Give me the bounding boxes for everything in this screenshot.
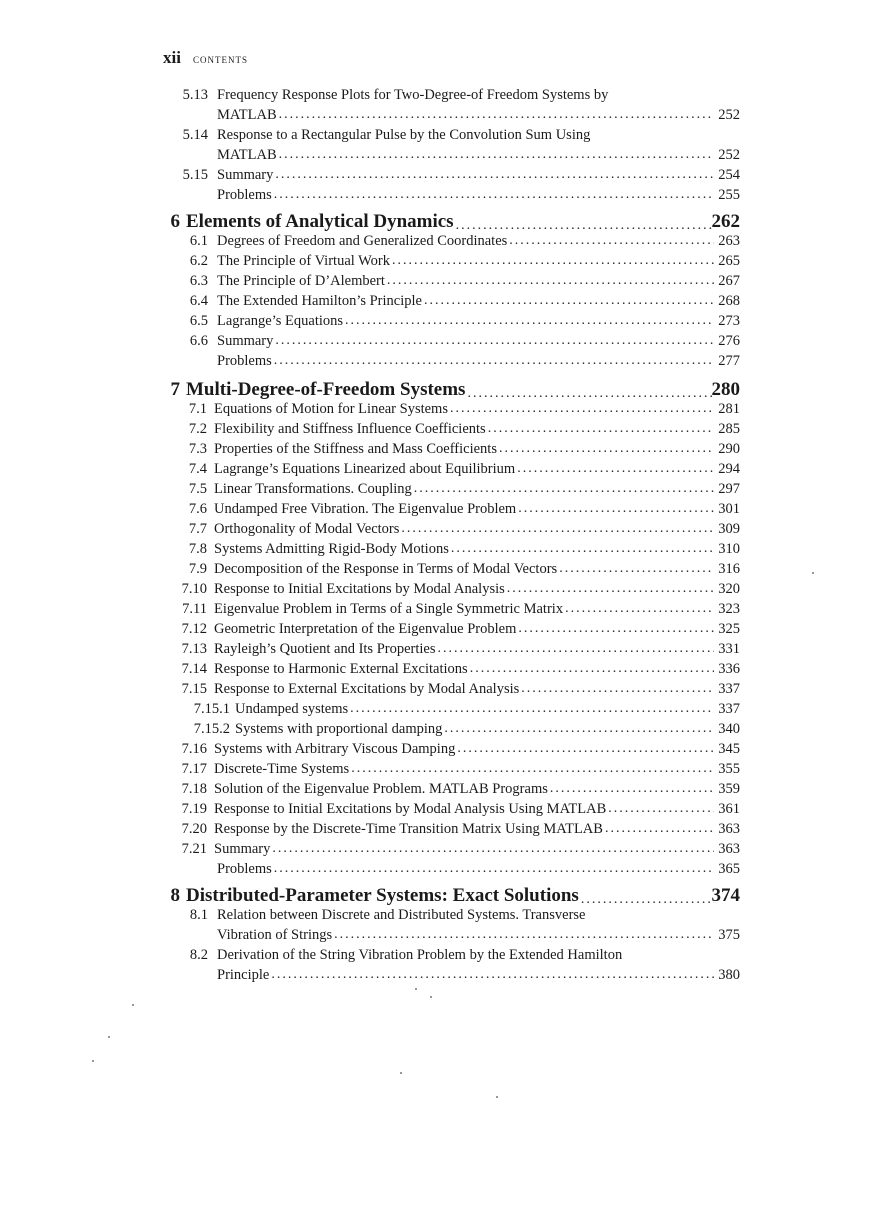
toc-entry-title: Undamped Free Vibration. The Eigenvalue Problem	[214, 501, 517, 517]
toc-entry-page: 276	[718, 333, 740, 349]
dot-leader	[274, 862, 714, 877]
toc-entry-title: Flexibility and Stiffness Influence Coefficients	[214, 421, 486, 437]
toc-entry-page: 301	[718, 501, 740, 517]
toc-entry-page: 345	[718, 741, 740, 757]
dot-leader	[401, 522, 714, 537]
toc-entry-page: 316	[718, 561, 740, 577]
toc-entry-title: Equations of Motion for Linear Systems	[214, 401, 448, 417]
dot-leader	[424, 294, 714, 309]
toc-entry-title-continued: MATLAB	[217, 107, 277, 123]
toc-entry-number: 7.17	[181, 761, 207, 777]
toc-entry-number: 7.9	[188, 561, 207, 577]
toc-entry-title: Discrete-Time Systems	[214, 761, 350, 777]
toc-entry-page: 365	[718, 861, 740, 877]
toc-entry-page: 355	[718, 761, 740, 777]
toc-entry-title: Eigenvalue Problem in Terms of a Single Symmetric Matrix	[214, 601, 564, 617]
dot-leader	[605, 822, 714, 837]
dot-leader	[581, 890, 714, 909]
dot-leader	[334, 928, 714, 943]
toc-entry-title: Frequency Response Plots for Two-Degree-of Freedom Systems by	[217, 87, 609, 103]
dot-leader	[272, 842, 714, 857]
scan-speck	[108, 1036, 110, 1038]
toc-entry-title: Solution of the Eigenvalue Problem. MATLAB Programs	[214, 781, 548, 797]
toc-entry-number: 8	[170, 885, 180, 906]
toc-entry-page: 280	[711, 379, 740, 400]
dot-leader	[274, 354, 714, 369]
toc-entry-page: 309	[718, 521, 740, 537]
toc-entry-page: 294	[718, 461, 740, 477]
toc-entry-number: 7.4	[188, 461, 207, 477]
toc-entry-number: 7.11	[182, 601, 207, 617]
dot-leader	[275, 334, 714, 349]
scan-speck	[92, 1060, 94, 1062]
dot-leader	[350, 702, 714, 717]
toc-entry-title: The Extended Hamilton’s Principle	[217, 293, 422, 309]
toc-entry-page: 265	[718, 253, 740, 269]
toc-entry-title: Response to External Excitations by Modal Analysis	[214, 681, 520, 697]
toc-entry-title-continued: MATLAB	[217, 147, 277, 163]
dot-leader	[274, 188, 714, 203]
toc-entry-number: 6.4	[189, 293, 208, 309]
dot-leader	[507, 582, 714, 597]
toc-entry-page: 310	[718, 541, 740, 557]
scan-speck	[415, 988, 417, 990]
toc-entry-title: The Principle of Virtual Work	[217, 253, 391, 269]
toc-entry-number: 6.1	[189, 233, 208, 249]
toc-entry-title: Summary	[217, 333, 274, 349]
toc-entry-number: 7.1	[188, 401, 207, 417]
toc-entry-title: Summary	[214, 841, 271, 857]
toc-entry-title: Orthogonality of Modal Vectors	[214, 521, 400, 537]
toc-entry-page: 336	[718, 661, 740, 677]
toc-entry-number: 7.10	[181, 581, 207, 597]
toc-entry-page: 285	[718, 421, 740, 437]
toc-entry-number: 7.3	[188, 441, 207, 457]
scan-speck	[430, 996, 432, 998]
running-title: CONTENTS	[192, 55, 248, 65]
scan-speck	[812, 572, 814, 574]
toc-entry-title: Derivation of the String Vibration Problem by the Extended Hamilton	[217, 947, 623, 963]
toc-entry-page: 363	[718, 821, 740, 837]
toc-entry-page: 340	[718, 721, 740, 737]
toc-entry-number: 6	[170, 211, 180, 232]
toc-entry-title: Linear Transformations. Coupling	[214, 481, 412, 497]
dot-leader	[565, 602, 714, 617]
toc-entry-page: 263	[718, 233, 740, 249]
toc-entry-title: Response by the Discrete-Time Transition Matrix Using MATLAB	[214, 821, 603, 837]
toc-entry-number: 7.2	[188, 421, 207, 437]
toc-entry-number: 8.2	[189, 947, 208, 963]
toc-entry-page: 262	[711, 211, 740, 232]
dot-leader	[518, 502, 714, 517]
dot-leader	[392, 254, 714, 269]
toc-entry-number: 7.21	[181, 841, 207, 857]
dot-leader	[414, 482, 714, 497]
toc-entry-page: 325	[718, 621, 740, 637]
toc-entry-number: 6.2	[189, 253, 208, 269]
toc-entry-number: 7.18	[181, 781, 207, 797]
toc-entry-page: 337	[718, 681, 740, 697]
dot-leader	[517, 462, 714, 477]
toc-entry-number: 7.8	[188, 541, 207, 557]
toc-entry-number: 7.15	[181, 681, 207, 697]
toc-entry-title: Geometric Interpretation of the Eigenvalue Problem	[214, 621, 517, 637]
toc-entry-page: 290	[718, 441, 740, 457]
toc-entry-page: 323	[718, 601, 740, 617]
toc-entry-number: 6.6	[189, 333, 208, 349]
toc-entry-title: Systems with proportional damping	[235, 721, 443, 737]
toc-entry-page: 267	[718, 273, 740, 289]
toc-entry-page: 337	[718, 701, 740, 717]
toc-entry-number: 7.19	[181, 801, 207, 817]
page-number: xii	[163, 48, 181, 67]
toc-entry-page: 254	[718, 167, 740, 183]
toc-entry-page: 277	[718, 353, 740, 369]
toc-entry-title: Systems with Arbitrary Viscous Damping	[214, 741, 456, 757]
scan-speck	[132, 1004, 134, 1006]
toc-entry-number: 7.12	[181, 621, 207, 637]
toc-entry-page: 375	[718, 927, 740, 943]
toc-entry-title: The Principle of D’Alembert	[217, 273, 385, 289]
toc-entry-title: Rayleigh’s Quotient and Its Properties	[214, 641, 436, 657]
dot-leader	[509, 234, 714, 249]
toc-entry-title: Summary	[217, 167, 274, 183]
dot-leader	[550, 782, 714, 797]
toc-entry-number: 7	[170, 379, 180, 400]
toc-entry-title-continued: Principle	[217, 967, 270, 983]
toc-entry-title: Response to Initial Excitations by Modal Analysis Using MATLAB	[214, 801, 607, 817]
toc-entry-page: 255	[718, 187, 740, 203]
toc-entry-title: Response to Initial Excitations by Modal Analysis	[214, 581, 505, 597]
toc-entry-title: Lagrange’s Equations Linearized about Equilibrium	[214, 461, 516, 477]
toc-entry-page: 380	[718, 967, 740, 983]
toc-entry-title: Elements of Analytical Dynamics	[186, 211, 454, 232]
dot-leader	[279, 108, 714, 123]
toc-entry-number: 7.16	[181, 741, 207, 757]
toc-entry-number: 6.3	[189, 273, 208, 289]
toc-entry-page: 331	[718, 641, 740, 657]
toc-entry-number: 7.15.1	[193, 701, 230, 717]
dot-leader	[559, 562, 714, 577]
toc-entry-page: 268	[718, 293, 740, 309]
dot-leader	[387, 274, 714, 289]
dot-leader	[279, 148, 714, 163]
toc-entry-number: 8.1	[189, 907, 208, 923]
toc-entry-page: 252	[718, 107, 740, 123]
toc-entry-number: 6.5	[189, 313, 208, 329]
toc-entry-number: 5.14	[182, 127, 208, 143]
toc-entry-page: 252	[718, 147, 740, 163]
toc-entry-title: Relation between Discrete and Distributed Systems. Transverse	[217, 907, 586, 923]
toc-entry-page: 363	[718, 841, 740, 857]
toc-entry-title: Multi-Degree-of-Freedom Systems	[186, 379, 466, 400]
toc-entry-title: Response to Harmonic External Excitations	[214, 661, 468, 677]
dot-leader	[438, 642, 715, 657]
toc-entry-page: 374	[711, 885, 740, 906]
toc-entry-title-continued: Vibration of Strings	[217, 927, 333, 943]
toc-entry-title: Decomposition of the Response in Terms of Modal Vectors	[214, 561, 558, 577]
dot-leader	[467, 384, 714, 403]
toc-entry-title: Undamped systems	[235, 701, 349, 717]
dot-leader	[457, 742, 714, 757]
toc-entry-number: 7.20	[181, 821, 207, 837]
toc-entry-number: 7.14	[181, 661, 207, 677]
toc-entry-title: Lagrange’s Equations	[217, 313, 344, 329]
dot-leader	[450, 402, 714, 417]
dot-leader	[488, 422, 714, 437]
toc-entry-title: Degrees of Freedom and Generalized Coordinates	[217, 233, 508, 249]
scan-speck	[496, 1096, 498, 1098]
scan-speck	[400, 1072, 402, 1074]
toc-entry-title: Problems	[217, 187, 272, 203]
toc-entry-title: Properties of the Stiffness and Mass Coefficients	[214, 441, 497, 457]
toc-entry-page: 297	[718, 481, 740, 497]
toc-entry-number: 7.6	[188, 501, 207, 517]
dot-leader	[518, 622, 714, 637]
toc-entry-number: 5.13	[182, 87, 208, 103]
toc-entry-number: 7.13	[181, 641, 207, 657]
toc-entry-number: 5.15	[182, 167, 208, 183]
toc-entry-number: 7.5	[188, 481, 207, 497]
dot-leader	[444, 722, 714, 737]
toc-entry-page: 273	[718, 313, 740, 329]
dot-leader	[275, 168, 714, 183]
dot-leader	[470, 662, 714, 677]
toc-entry-page: 281	[718, 401, 740, 417]
toc-entry-number: 7.15.2	[193, 721, 230, 737]
toc-entry-title: Response to a Rectangular Pulse by the Convolution Sum Using	[217, 127, 591, 143]
toc-entry-page: 359	[718, 781, 740, 797]
dot-leader	[345, 314, 714, 329]
dot-leader	[271, 968, 714, 983]
toc-entry-number: 7.7	[188, 521, 207, 537]
toc-entry-title: Distributed-Parameter Systems: Exact Solutions	[186, 885, 579, 906]
toc-entry-title: Systems Admitting Rigid-Body Motions	[214, 541, 449, 557]
dot-leader	[521, 682, 714, 697]
toc-entry-page: 361	[718, 801, 740, 817]
dot-leader	[351, 762, 714, 777]
page-header	[163, 48, 248, 68]
toc-entry-page: 320	[718, 581, 740, 597]
toc-entry-title: Problems	[217, 861, 272, 877]
dot-leader	[451, 542, 714, 557]
dot-leader	[608, 802, 714, 817]
toc-entry-title: Problems	[217, 353, 272, 369]
dot-leader	[499, 442, 714, 457]
